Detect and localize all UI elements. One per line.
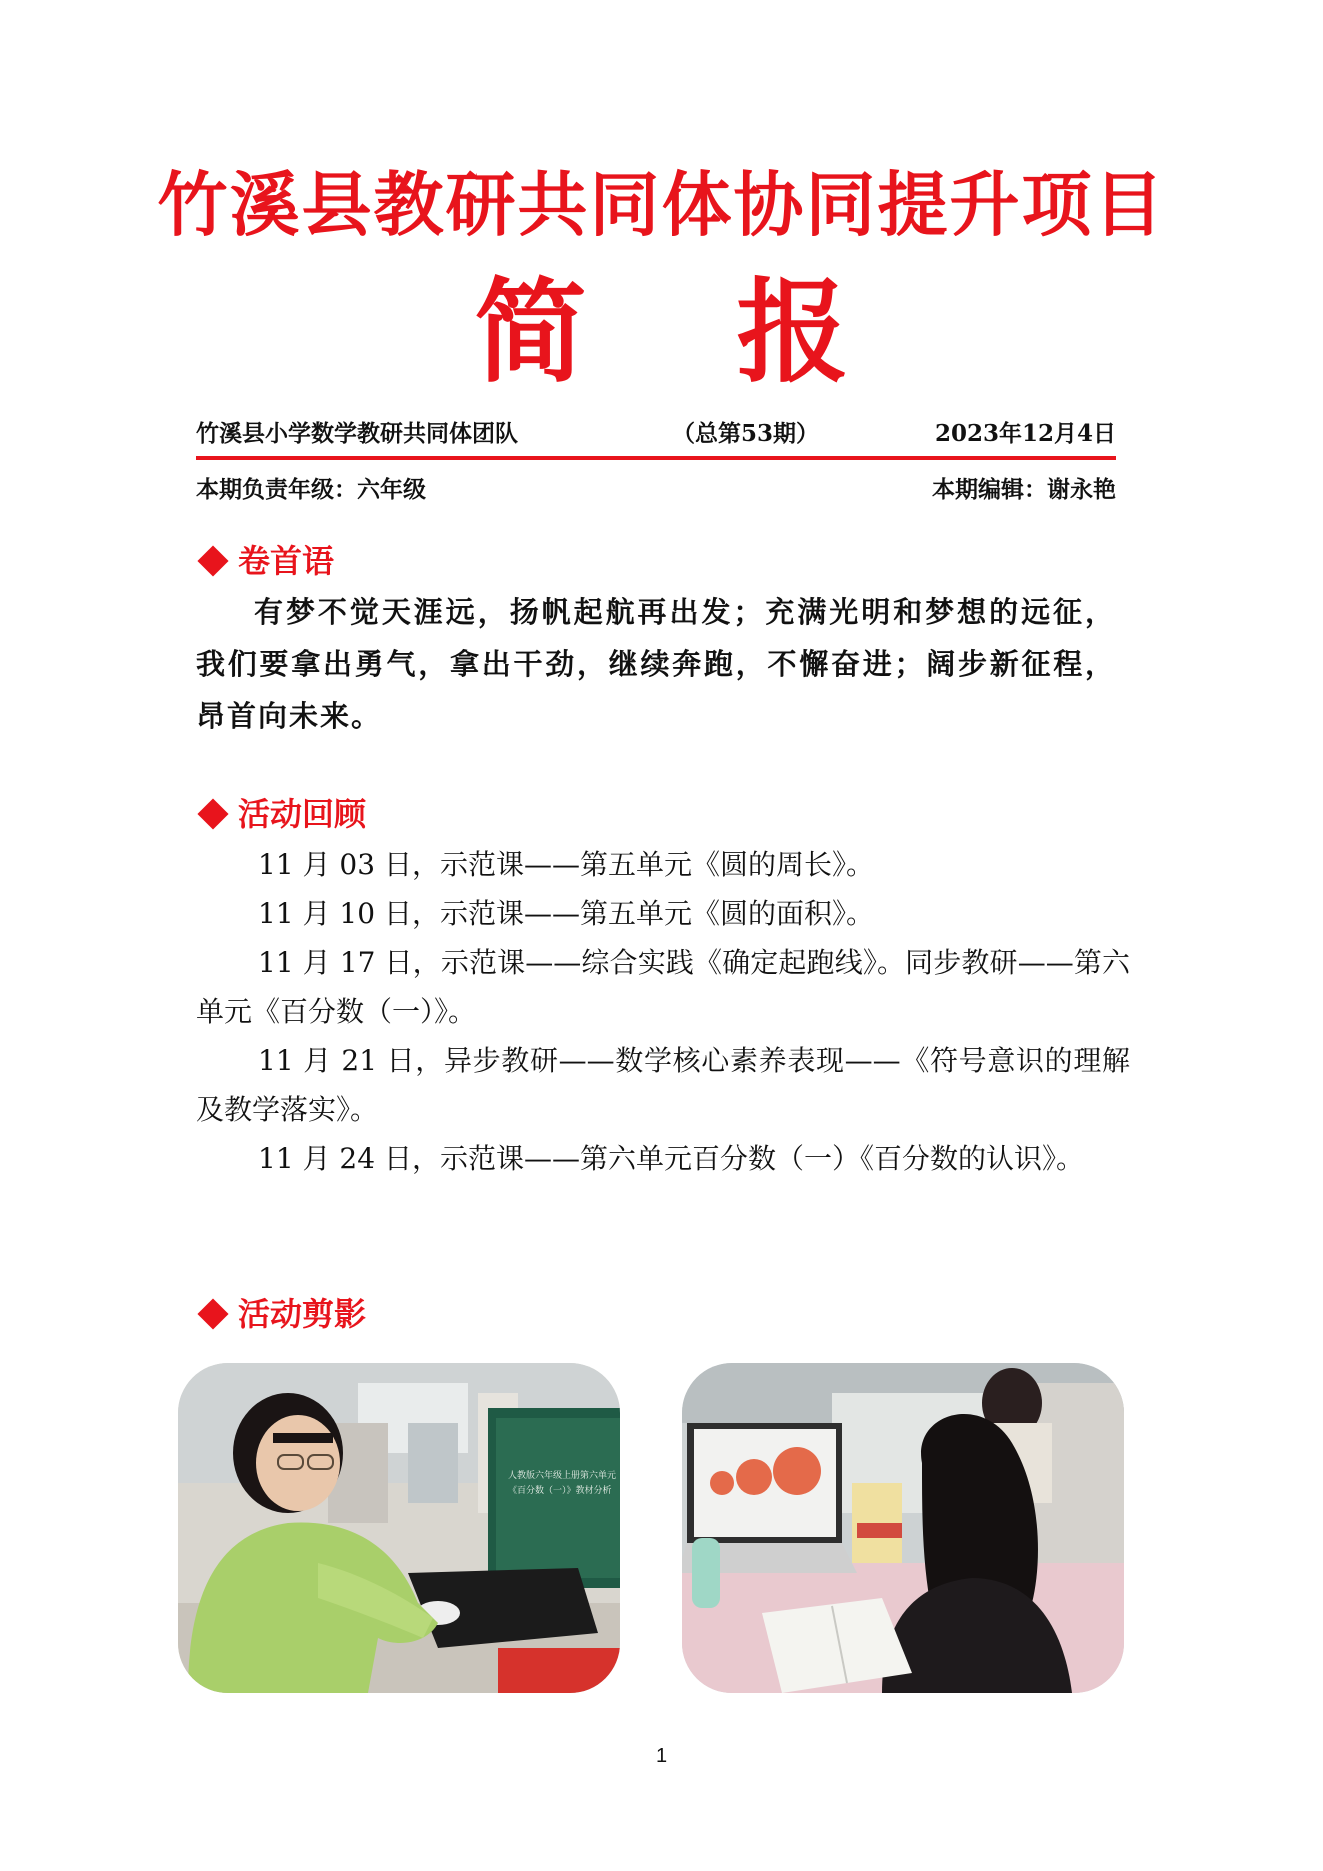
preface-paragraph: 有梦不觉天涯远，扬帆起航再出发；充满光明和梦想的远征，我们要拿出勇气，拿出干劲，继续奔跑，不懈奋进；阔步新征程，昂首向未来。: [196, 595, 1116, 733]
activity-photo-teacher-at-computer: [178, 1363, 620, 1693]
review-item: 11 月 03 日，示范课——第五单元《圆的周长》。: [258, 848, 874, 881]
section-heading-label: 活动剪影: [238, 1295, 367, 1333]
section-heading-photos: [196, 1290, 366, 1338]
section-heading-preface: [196, 537, 334, 585]
section-heading-review: [196, 790, 366, 838]
activity-photo-teacher-with-laptop: [682, 1363, 1124, 1693]
red-diamond-icon: [197, 798, 228, 829]
issue-date: 2023年12月4日: [934, 420, 1116, 447]
preface-text-block: [196, 586, 1116, 742]
activity-review-list: [196, 840, 1130, 1183]
section-heading-label: 活动回顾: [238, 795, 367, 833]
monitor-text-line: 《百分数（一）》教材分析: [508, 1486, 612, 1496]
bulletin-title: 竹溪县教研共同体协同提升项目: [157, 163, 1166, 246]
review-item: 11 月 21 日，异步教研——数学核心素养表现——《符号意识的理解及教学落实》。: [196, 1044, 1130, 1126]
issue-info-row: [196, 414, 1116, 454]
monitor-text-line: 人教版六年级上册第六单元: [508, 1471, 617, 1481]
responsibility-row: [196, 470, 1116, 510]
review-item: 11 月 17 日，示范课——综合实践《确定起跑线》。同步教研——第六单元《百分数（一）》。: [196, 946, 1130, 1028]
issue-editor: 本期编辑：谢永艳: [932, 476, 1116, 503]
review-item: 11 月 24 日，示范课——第六单元百分数（一）《百分数的认识》。: [258, 1142, 1084, 1175]
red-diamond-icon: [197, 545, 228, 576]
header-divider: [196, 456, 1116, 460]
red-diamond-icon: [197, 1298, 228, 1329]
page-number: 1: [655, 1745, 668, 1767]
bulletin-subtitle: 简报: [474, 267, 999, 398]
issue-number: （总第53期）: [672, 420, 820, 447]
review-item: 11 月 10 日，示范课——第五单元《圆的面积》。: [258, 897, 874, 930]
team-name: 竹溪县小学数学教研共同体团队: [196, 420, 518, 447]
section-heading-label: 卷首语: [238, 542, 335, 580]
photo-illustration: [178, 1363, 620, 1693]
photo-illustration: [682, 1363, 1124, 1693]
responsible-grade: 本期负责年级：六年级: [196, 476, 426, 503]
